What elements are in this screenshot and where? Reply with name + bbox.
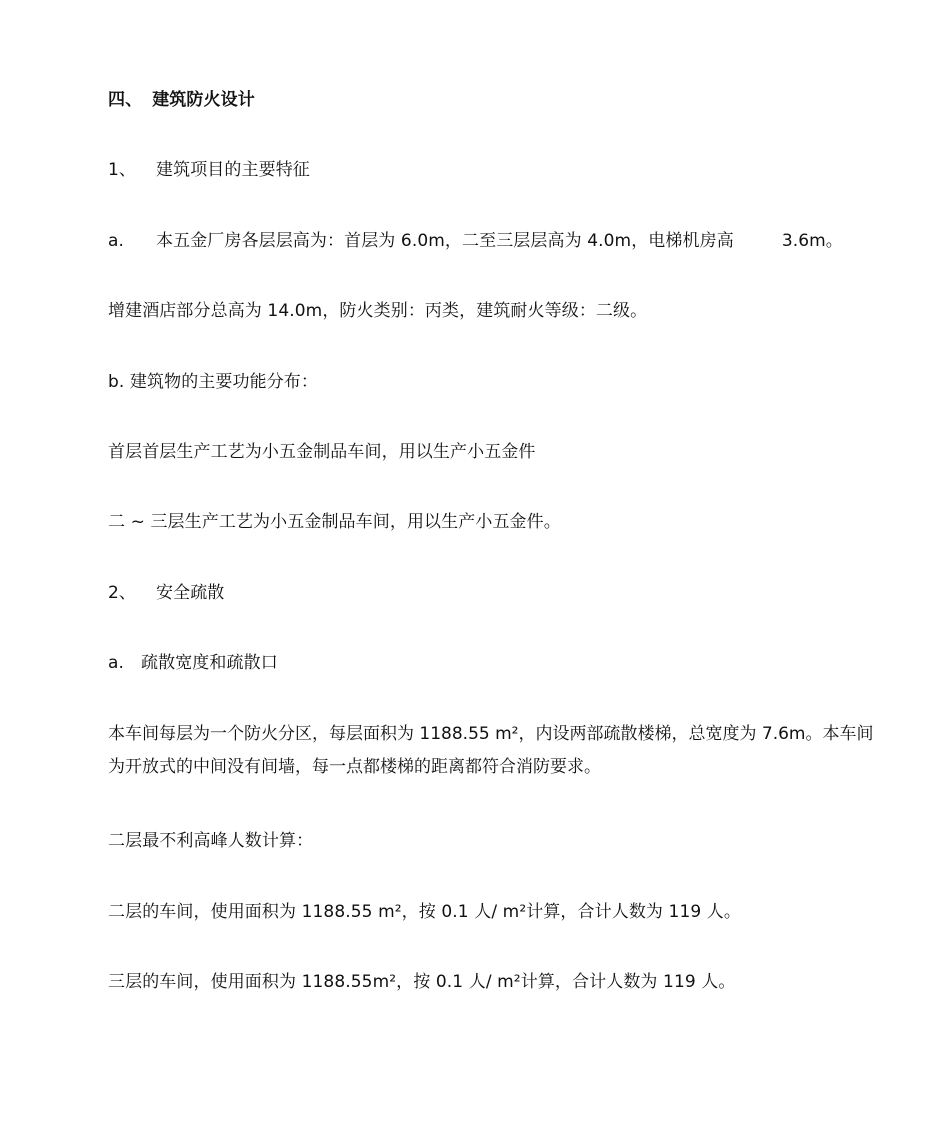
item2-number: 2、: [108, 583, 137, 603]
section-title: 建筑防火设计: [152, 90, 255, 110]
section-heading: [108, 90, 255, 110]
item1-number: 1、: [108, 160, 137, 180]
item2a-marker: a.: [108, 653, 125, 673]
hotel-line: 增建酒店部分总高为 14.0m，防火类别：丙类，建筑耐火等级：二级。: [108, 301, 648, 321]
item2-title: 安全疏散: [156, 583, 225, 603]
item1-title: 建筑项目的主要特征: [156, 160, 310, 180]
floor23-line: 二 ~ 三层生产工艺为小五金制品车间，用以生产小五金件。: [108, 512, 561, 532]
item1-heading: [108, 160, 310, 180]
item1a-marker: a.: [108, 231, 125, 251]
floor3-calc-line: 三层的车间，使用面积为 1188.55m²，按 0.1 人/ m²计算，合计人数为 119 人。: [108, 972, 736, 992]
item1a-line: [108, 231, 843, 251]
section-number: 四、: [108, 90, 143, 110]
item2a-heading: [108, 653, 278, 673]
calc-title: 二层最不利高峰人数计算：: [108, 831, 314, 851]
item2-heading: [108, 583, 224, 603]
item2a-title: 疏散宽度和疏散口: [141, 653, 278, 673]
evacuation-paragraph: 本车间每层为一个防火分区，每层面积为 1188.55 m²，内设两部疏散楼梯，总宽度为 7.6m。本车间为开放式的中间没有间墙，每一点都楼梯的距离都符合消防要求。: [108, 724, 874, 777]
floor2-calc-line: 二层的车间，使用面积为 1188.55 m²，按 0.1 人/ m²计算，合计人数为 119 人。: [108, 902, 741, 922]
floor1-line: 首层首层生产工艺为小五金制品车间，用以生产小五金件: [108, 442, 536, 462]
function-title: b. 建筑物的主要功能分布：: [108, 372, 318, 392]
item1a-text: 本五金厂房各层层高为：首层为 6.0m，二至三层层高为 4.0m，电梯机房高: [156, 231, 734, 251]
item1a-tail: 3.6m。: [781, 231, 843, 251]
